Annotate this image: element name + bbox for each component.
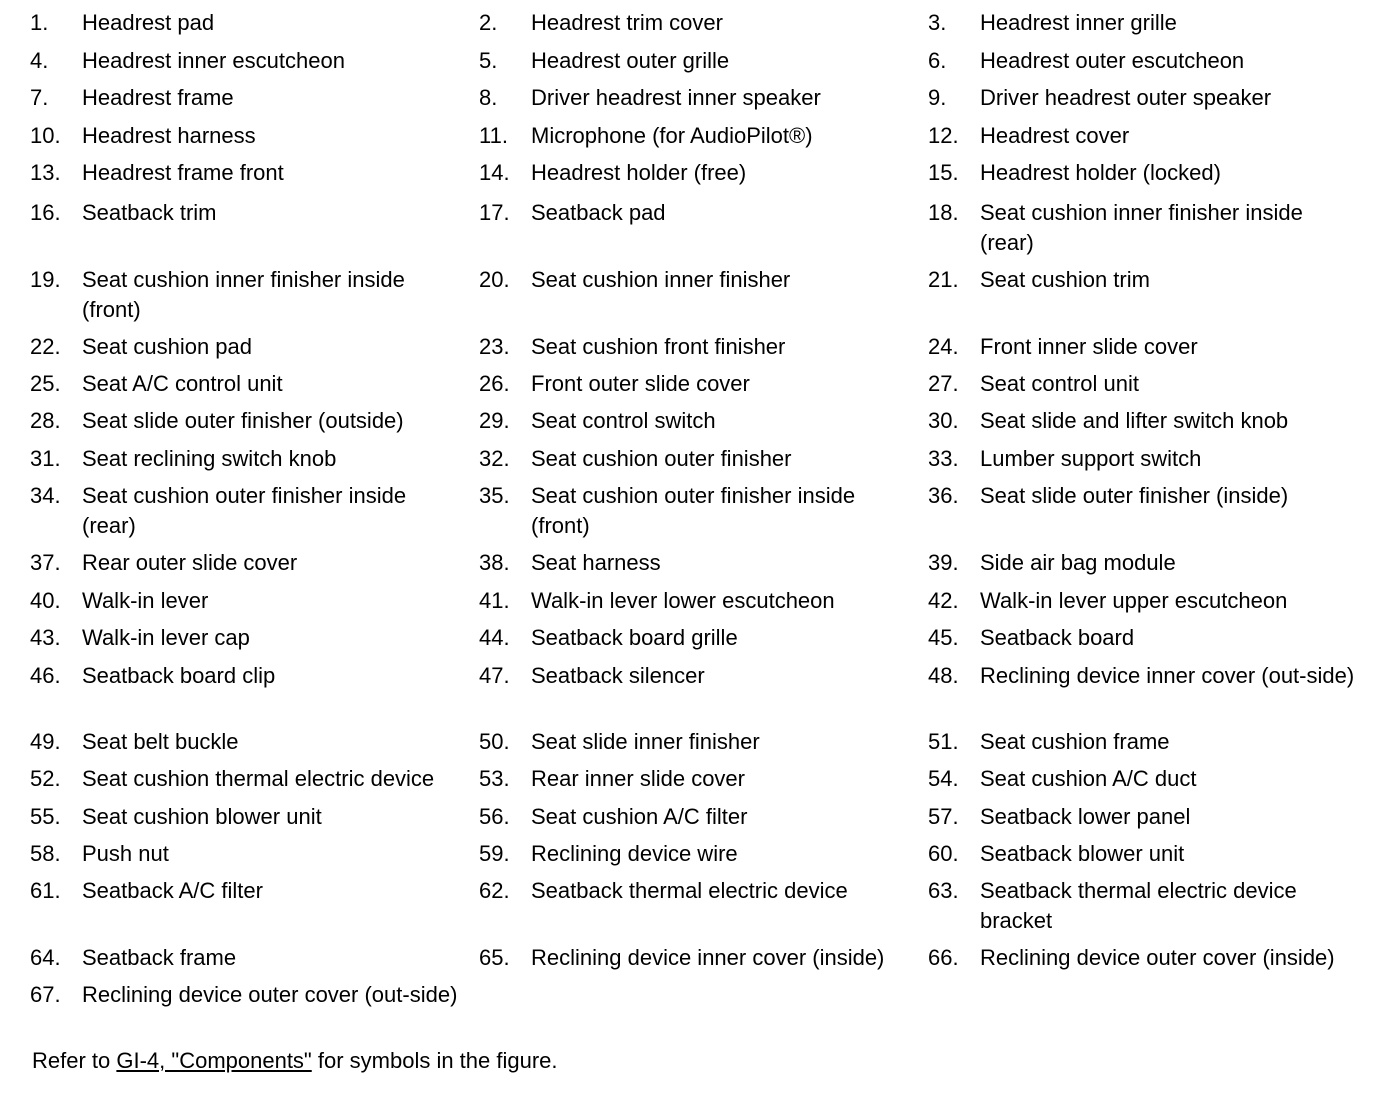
item-label: Seat cushion trim [980,267,1150,292]
item-number: 26. [479,371,510,396]
item-number: 32. [479,446,510,471]
item-number: 57. [928,804,959,829]
legend-row [0,548,1392,582]
footer-suffix: for symbols in the figure. [311,1048,558,1073]
item-label: Headrest outer grille [531,48,730,73]
item-number: 44. [479,625,510,650]
item-label: Seatback silencer [531,663,705,688]
item-label: Seat cushion inner finisher [531,267,791,292]
item-label: Seat harness [531,550,661,575]
item-number: 52. [30,766,61,791]
item-number: 5. [479,48,498,73]
item-number: 18. [928,200,959,225]
item-number: 66. [928,945,959,970]
legend-row [0,727,1392,761]
legend-row [0,764,1392,798]
item-number: 63. [928,878,959,903]
item-number: 9. [928,85,947,110]
item-number: 37. [30,550,61,575]
item-number: 54. [928,766,959,791]
item-label: Microphone (for AudioPilot®) [531,123,813,148]
item-number: 62. [479,878,510,903]
item-number: 17. [479,200,510,225]
item-label: Seat slide outer finisher (inside) [980,483,1289,508]
item-number: 16. [30,200,61,225]
item-label: Driver headrest inner speaker [531,85,821,110]
item-label: Seat slide and lifter switch knob [980,408,1289,433]
item-number: 43. [30,625,61,650]
item-label: Seat belt buckle [82,729,239,754]
item-number: 25. [30,371,61,396]
legend-row [0,121,1392,155]
legend-row [0,943,1392,977]
item-number: 28. [30,408,61,433]
components-reference-link[interactable]: GI-4, "Components" [116,1048,312,1073]
item-label: Headrest holder (free) [531,160,747,185]
item-number: 38. [479,550,510,575]
item-label: Headrest trim cover [531,10,723,35]
item-number: 27. [928,371,959,396]
item-number: 3. [928,10,947,35]
item-label: Seat slide outer finisher (outside) [82,408,404,433]
item-label: Walk-in lever [82,588,209,613]
item-number: 34. [30,483,61,508]
item-number: 47. [479,663,510,688]
item-number: 29. [479,408,510,433]
item-label: Seat cushion outer finisher [531,446,792,471]
legend-row [0,332,1392,366]
item-label: Reclining device wire [531,841,738,866]
item-label: Seat cushion outer finisher inside (front) [531,483,856,538]
legend-row [0,444,1392,478]
item-label: Seatback thermal electric device [531,878,848,903]
item-label: Lumber support switch [980,446,1202,471]
item-label: Seatback trim [82,200,217,225]
item-label: Front inner slide cover [980,334,1198,359]
item-label: Headrest frame front [82,160,284,185]
item-label: Seatback pad [531,200,666,225]
item-number: 58. [30,841,61,866]
item-number: 46. [30,663,61,688]
item-label: Reclining device outer cover (inside) [980,945,1335,970]
item-label: Seat cushion pad [82,334,253,359]
item-label: Rear inner slide cover [531,766,745,791]
item-number: 10. [30,123,61,148]
item-number: 30. [928,408,959,433]
item-number: 24. [928,334,959,359]
item-number: 65. [479,945,510,970]
footer-prefix: Refer to [32,1048,117,1073]
item-label: Seatback board grille [531,625,738,650]
item-label: Seat cushion inner finisher inside (rear) [980,200,1303,255]
item-label: Seat cushion thermal electric device [82,766,435,791]
item-label: Rear outer slide cover [82,550,298,575]
item-number: 21. [928,267,959,292]
item-number: 19. [30,267,61,292]
item-label: Reclining device inner cover (out-side) [980,663,1355,688]
legend-row [0,265,1392,322]
item-label: Seatback thermal electric device bracket [980,878,1297,933]
item-label: Walk-in lever upper escutcheon [980,588,1288,613]
item-number: 23. [479,334,510,359]
item-number: 6. [928,48,947,73]
item-label: Seat cushion inner finisher inside (front) [82,267,405,322]
item-number: 51. [928,729,959,754]
item-label: Walk-in lever cap [82,625,250,650]
item-number: 4. [30,48,49,73]
item-label: Headrest inner grille [980,10,1177,35]
legend-row [0,198,1392,255]
item-label: Seatback frame [82,945,237,970]
item-label: Seat cushion outer finisher inside (rear) [82,483,407,538]
item-label: Walk-in lever lower escutcheon [531,588,835,613]
item-label: Seat reclining switch knob [82,446,337,471]
legend-row [0,980,1392,1014]
item-label: Driver headrest outer speaker [980,85,1272,110]
legend-row [0,623,1392,657]
item-number: 33. [928,446,959,471]
item-label: Headrest frame [82,85,234,110]
item-label: Seat cushion A/C duct [980,766,1197,791]
item-number: 39. [928,550,959,575]
legend-row [0,46,1392,80]
item-number: 50. [479,729,510,754]
legend-row [0,481,1392,538]
item-number: 2. [479,10,498,35]
item-label: Seat cushion front finisher [531,334,786,359]
item-label: Front outer slide cover [531,371,750,396]
legend-row [0,158,1392,192]
item-number: 56. [479,804,510,829]
item-label: Headrest inner escutcheon [82,48,345,73]
item-label: Seatback lower panel [980,804,1191,829]
legend-row [0,802,1392,836]
item-number: 40. [30,588,61,613]
item-number: 45. [928,625,959,650]
item-label: Reclining device outer cover (out-side) [82,982,458,1007]
item-number: 35. [479,483,510,508]
item-number: 22. [30,334,61,359]
item-number: 12. [928,123,959,148]
item-number: 42. [928,588,959,613]
legend-row [0,8,1392,42]
legend-row [0,876,1392,933]
item-number: 20. [479,267,510,292]
item-number: 49. [30,729,61,754]
legend-row [0,586,1392,620]
item-label: Seat control switch [531,408,716,433]
item-number: 67. [30,982,61,1007]
item-label: Headrest cover [980,123,1130,148]
item-number: 31. [30,446,61,471]
item-label: Seatback board [980,625,1135,650]
item-label: Seatback A/C filter [82,878,263,903]
legend-row [0,369,1392,403]
item-number: 41. [479,588,510,613]
item-label: Seat A/C control unit [82,371,283,396]
item-label: Headrest outer escutcheon [980,48,1245,73]
item-number: 64. [30,945,61,970]
legend-row [0,839,1392,873]
item-label: Seat control unit [980,371,1139,396]
item-label: Seat slide inner finisher [531,729,760,754]
legend-row [0,83,1392,117]
item-number: 7. [30,85,49,110]
item-label: Headrest harness [82,123,256,148]
item-label: Seat cushion A/C filter [531,804,748,829]
item-number: 14. [479,160,510,185]
item-label: Headrest holder (locked) [980,160,1221,185]
item-label: Seatback board clip [82,663,276,688]
item-number: 61. [30,878,61,903]
item-label: Seat cushion blower unit [82,804,322,829]
item-number: 53. [479,766,510,791]
item-number: 13. [30,160,61,185]
item-label: Headrest pad [82,10,215,35]
item-number: 15. [928,160,959,185]
item-number: 48. [928,663,959,688]
item-label: Reclining device inner cover (inside) [531,945,885,970]
item-label: Seatback blower unit [980,841,1185,866]
footer-note [32,1046,558,1076]
legend-row [0,661,1392,695]
item-number: 1. [30,10,49,35]
item-label: Side air bag module [980,550,1176,575]
item-label: Seat cushion frame [980,729,1170,754]
item-label: Push nut [82,841,169,866]
item-number: 8. [479,85,498,110]
item-number: 36. [928,483,959,508]
legend-row [0,406,1392,440]
item-number: 59. [479,841,510,866]
item-number: 60. [928,841,959,866]
item-number: 55. [30,804,61,829]
item-number: 11. [479,123,508,148]
